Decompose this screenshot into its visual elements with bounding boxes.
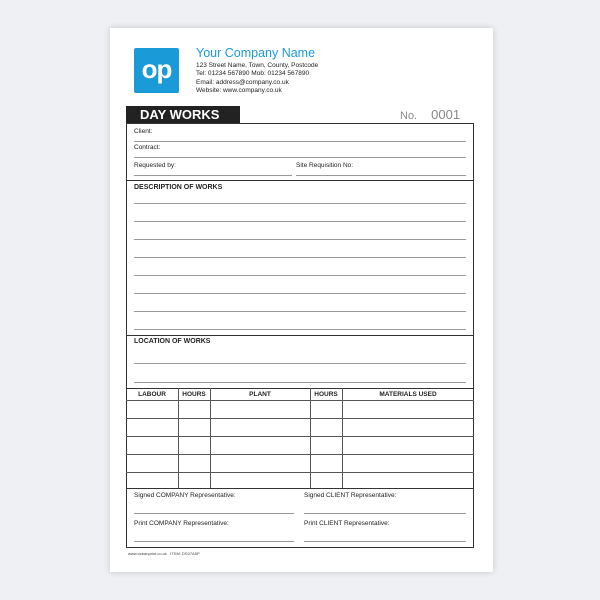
table-row[interactable] [126, 454, 474, 455]
description-line[interactable] [134, 275, 466, 276]
description-line[interactable] [134, 221, 466, 222]
description-line[interactable] [134, 239, 466, 240]
table-row[interactable] [126, 436, 474, 437]
site-requisition-label: Site Requisition No: [296, 162, 354, 169]
company-details [196, 62, 318, 95]
signed-client-label: Signed CLIENT Representative: [304, 492, 397, 499]
description-line[interactable] [134, 293, 466, 294]
form-number-label: No. [400, 110, 418, 122]
table-header-rule [126, 400, 474, 401]
table-column-divider [342, 388, 343, 489]
company-phone: Tel: 01234 567890 Mob: 01234 567890 [196, 70, 310, 78]
client-field[interactable] [134, 141, 466, 142]
form-number-value: 0001 [431, 107, 461, 122]
hours-header: HOURS [182, 391, 206, 398]
location-line[interactable] [134, 382, 466, 383]
table-column-divider [310, 388, 311, 489]
print-company-label: Print COMPANY Representative: [134, 520, 229, 527]
company-logo: op [134, 48, 179, 93]
client-label: Client: [134, 128, 153, 135]
table-column-divider [210, 388, 211, 489]
footer-site: www.oceanprint.co.uk [128, 551, 167, 556]
signed-company-field[interactable] [134, 513, 294, 514]
description-line[interactable] [134, 203, 466, 204]
footer [128, 551, 200, 556]
form-number [400, 107, 460, 122]
form-sheet [110, 28, 493, 572]
site-requisition-field[interactable] [296, 175, 466, 176]
signed-client-field[interactable] [304, 513, 466, 514]
plant-header: PLANT [249, 391, 271, 398]
print-company-field[interactable] [134, 541, 294, 542]
description-heading: DESCRIPTION OF WORKS [134, 184, 223, 191]
company-address: 123 Street Name, Town, County, Postcode [196, 62, 319, 69]
print-client-label: Print CLIENT Representative: [304, 520, 390, 527]
location-heading: LOCATION OF WORKS [134, 338, 211, 345]
plant-hours-header: HOURS [314, 391, 338, 398]
labour-header: LABOUR [138, 391, 166, 398]
client-info-box [126, 123, 474, 181]
contract-label: Contract: [134, 144, 161, 151]
table-column-divider [178, 388, 179, 489]
table-row[interactable] [126, 418, 474, 419]
materials-header: MATERIALS USED [379, 391, 437, 398]
print-client-field[interactable] [304, 541, 466, 542]
contract-field[interactable] [134, 157, 466, 158]
requested-by-label: Requested by: [134, 162, 176, 169]
company-website: Website: www.company.co.uk [196, 86, 282, 94]
description-line[interactable] [134, 257, 466, 258]
company-email: Email: address@company.co.uk [196, 78, 289, 86]
form-title: DAY WORKS [126, 106, 240, 123]
footer-item: ITEM: DS07A5P [170, 551, 200, 556]
description-line[interactable] [134, 311, 466, 312]
description-line[interactable] [134, 329, 466, 330]
location-line[interactable] [134, 363, 466, 364]
table-row[interactable] [126, 472, 474, 473]
requested-by-field[interactable] [134, 175, 292, 176]
company-name: Your Company Name [196, 46, 316, 60]
signed-company-label: Signed COMPANY Representative: [134, 492, 236, 499]
